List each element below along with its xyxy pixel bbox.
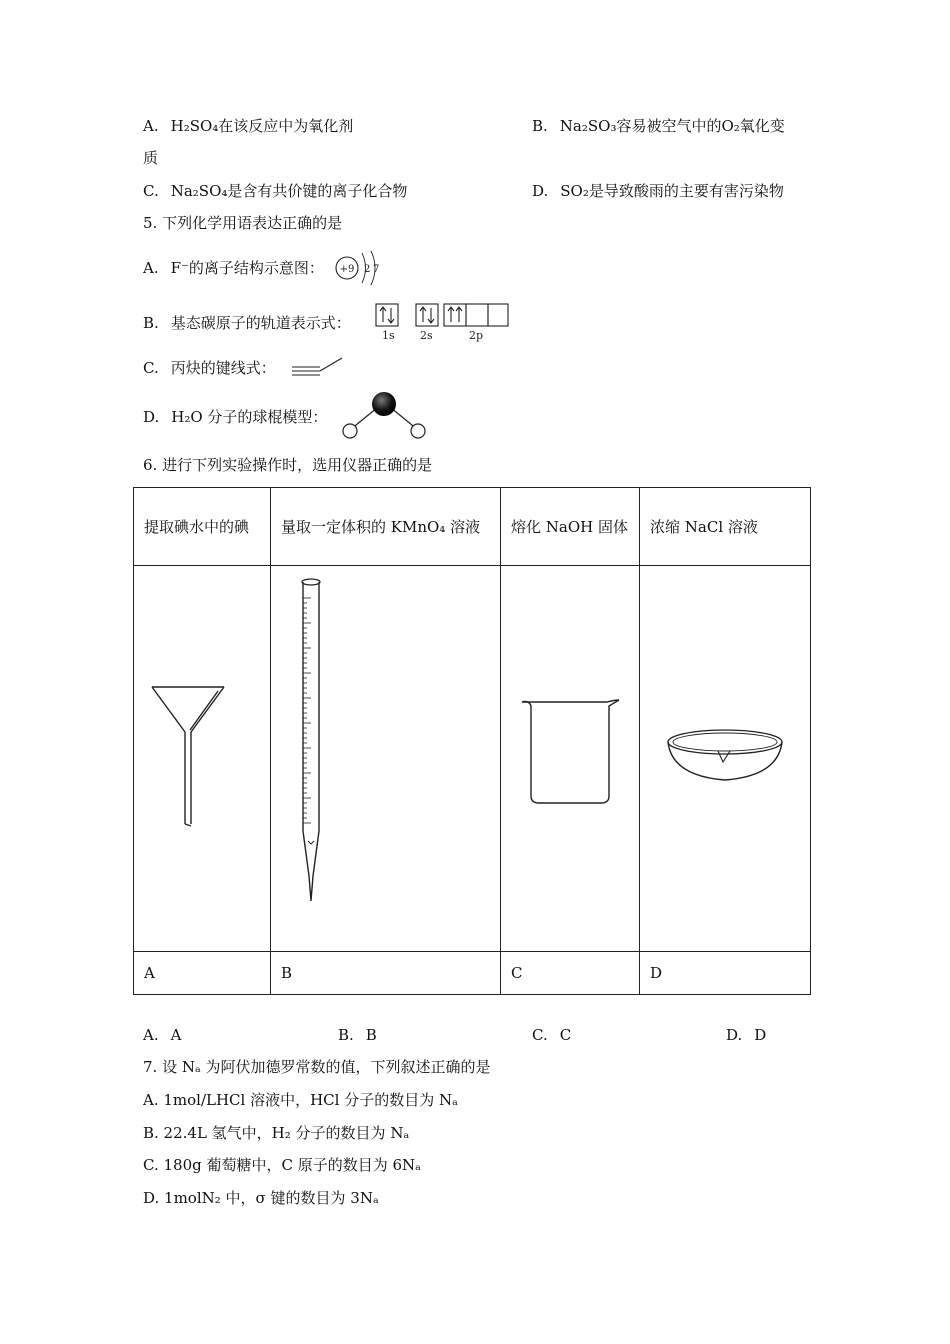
graduated-pipette-image: [298, 576, 328, 906]
shell-1-electrons: 2: [364, 264, 371, 275]
pipette-graduations: [303, 598, 311, 823]
option-text: H₂SO₄在该反应中为氧化剂: [170, 117, 354, 135]
option-text: Na₂SO₃容易被空气中的O₂氧化变: [559, 117, 785, 135]
orbital-2s-label: 2s: [420, 329, 433, 342]
q4-option-d: [532, 181, 784, 201]
option-label: A.: [143, 117, 159, 135]
carbon-orbital-diagram: [372, 302, 512, 344]
option-label: D.: [532, 182, 549, 200]
q6-option-a: [143, 1025, 181, 1045]
option-label: B.: [143, 314, 159, 332]
beaker-image: [519, 696, 627, 808]
beaker-cell: [501, 566, 640, 952]
header-cell: 浓缩 NaCl 溶液: [640, 488, 811, 566]
evaporating-dish-image: [664, 724, 788, 786]
q4-option-b-continuation: 质: [143, 149, 159, 167]
q4-option-b: [532, 116, 785, 136]
option-text: H₂O 分子的球棍模型：: [171, 408, 328, 426]
option-text: A: [170, 1026, 182, 1044]
q6-stem: 6. 进行下列实验操作时，选用仪器正确的是: [143, 456, 433, 474]
row-label: C: [501, 952, 640, 995]
nucleus-charge: +9: [339, 264, 355, 275]
shell-2-electrons: 7: [373, 264, 380, 275]
orbital-2p-label: 2p: [469, 329, 484, 342]
evaporating-dish-cell: [640, 566, 811, 952]
q5-stem: 5. 下列化学用语表达正确的是: [143, 214, 343, 232]
option-text: F⁻的离子结构示意图：: [170, 259, 324, 277]
propyne-skeletal-formula: [290, 355, 346, 381]
option-label: D.: [143, 408, 160, 426]
orbital-1s-label: 1s: [382, 329, 395, 342]
row-label: B: [271, 952, 501, 995]
header-cell: 熔化 NaOH 固体: [501, 488, 640, 566]
instrument-table: [133, 487, 811, 995]
option-label: C.: [532, 1026, 548, 1044]
q5-option-c: [143, 358, 276, 378]
q5-option-b: [143, 313, 351, 333]
header-cell: 量取一定体积的 KMnO₄ 溶液: [271, 488, 501, 566]
row-label: A: [134, 952, 271, 995]
option-text: 丙炔的键线式：: [170, 359, 276, 377]
fluoride-ion-diagram: [332, 248, 384, 288]
option-label: D.: [726, 1026, 743, 1044]
q7-option-c: C. 180g 葡萄糖中，C 原子的数目为 6Nₐ: [143, 1156, 421, 1174]
option-label: C.: [143, 182, 159, 200]
option-text: 基态碳原子的轨道表示式：: [170, 314, 351, 332]
q6-option-c: [532, 1025, 571, 1045]
option-text: Na₂SO₄是含有共价键的离子化合物: [170, 182, 408, 200]
q7-option-a: A. 1mol/LHCl 溶液中，HCl 分子的数目为 Nₐ: [143, 1091, 458, 1109]
option-text: SO₂是导致酸雨的主要有害污染物: [560, 182, 784, 200]
option-text: D: [754, 1026, 767, 1044]
option-label: A.: [143, 1026, 159, 1044]
q7-option-b: B. 22.4L 氢气中，H₂ 分子的数目为 Nₐ: [143, 1124, 410, 1142]
option-text: B: [365, 1026, 377, 1044]
q5-option-a: [143, 258, 324, 278]
funnel-image: [150, 684, 230, 829]
q4-option-a: [143, 116, 353, 136]
q7-option-d: D. 1molN₂ 中，σ 键的数目为 3Nₐ: [143, 1189, 379, 1207]
q6-option-b: [338, 1025, 377, 1045]
funnel-cell: [134, 566, 271, 952]
option-label: C.: [143, 359, 159, 377]
header-cell: 提取碘水中的碘: [134, 488, 271, 566]
water-ball-stick-model: [338, 389, 432, 443]
q4-option-c: [143, 181, 407, 201]
option-label: B.: [532, 117, 548, 135]
pipette-cell: [271, 566, 501, 952]
q7-stem: 7. 设 Nₐ 为阿伏加德罗常数的值，下列叙述正确的是: [143, 1058, 491, 1076]
option-text: C: [559, 1026, 572, 1044]
option-label: B.: [338, 1026, 354, 1044]
option-label: A.: [143, 259, 159, 277]
row-label: D: [640, 952, 811, 995]
q5-option-d: [143, 407, 327, 427]
q6-option-d: [726, 1025, 766, 1045]
